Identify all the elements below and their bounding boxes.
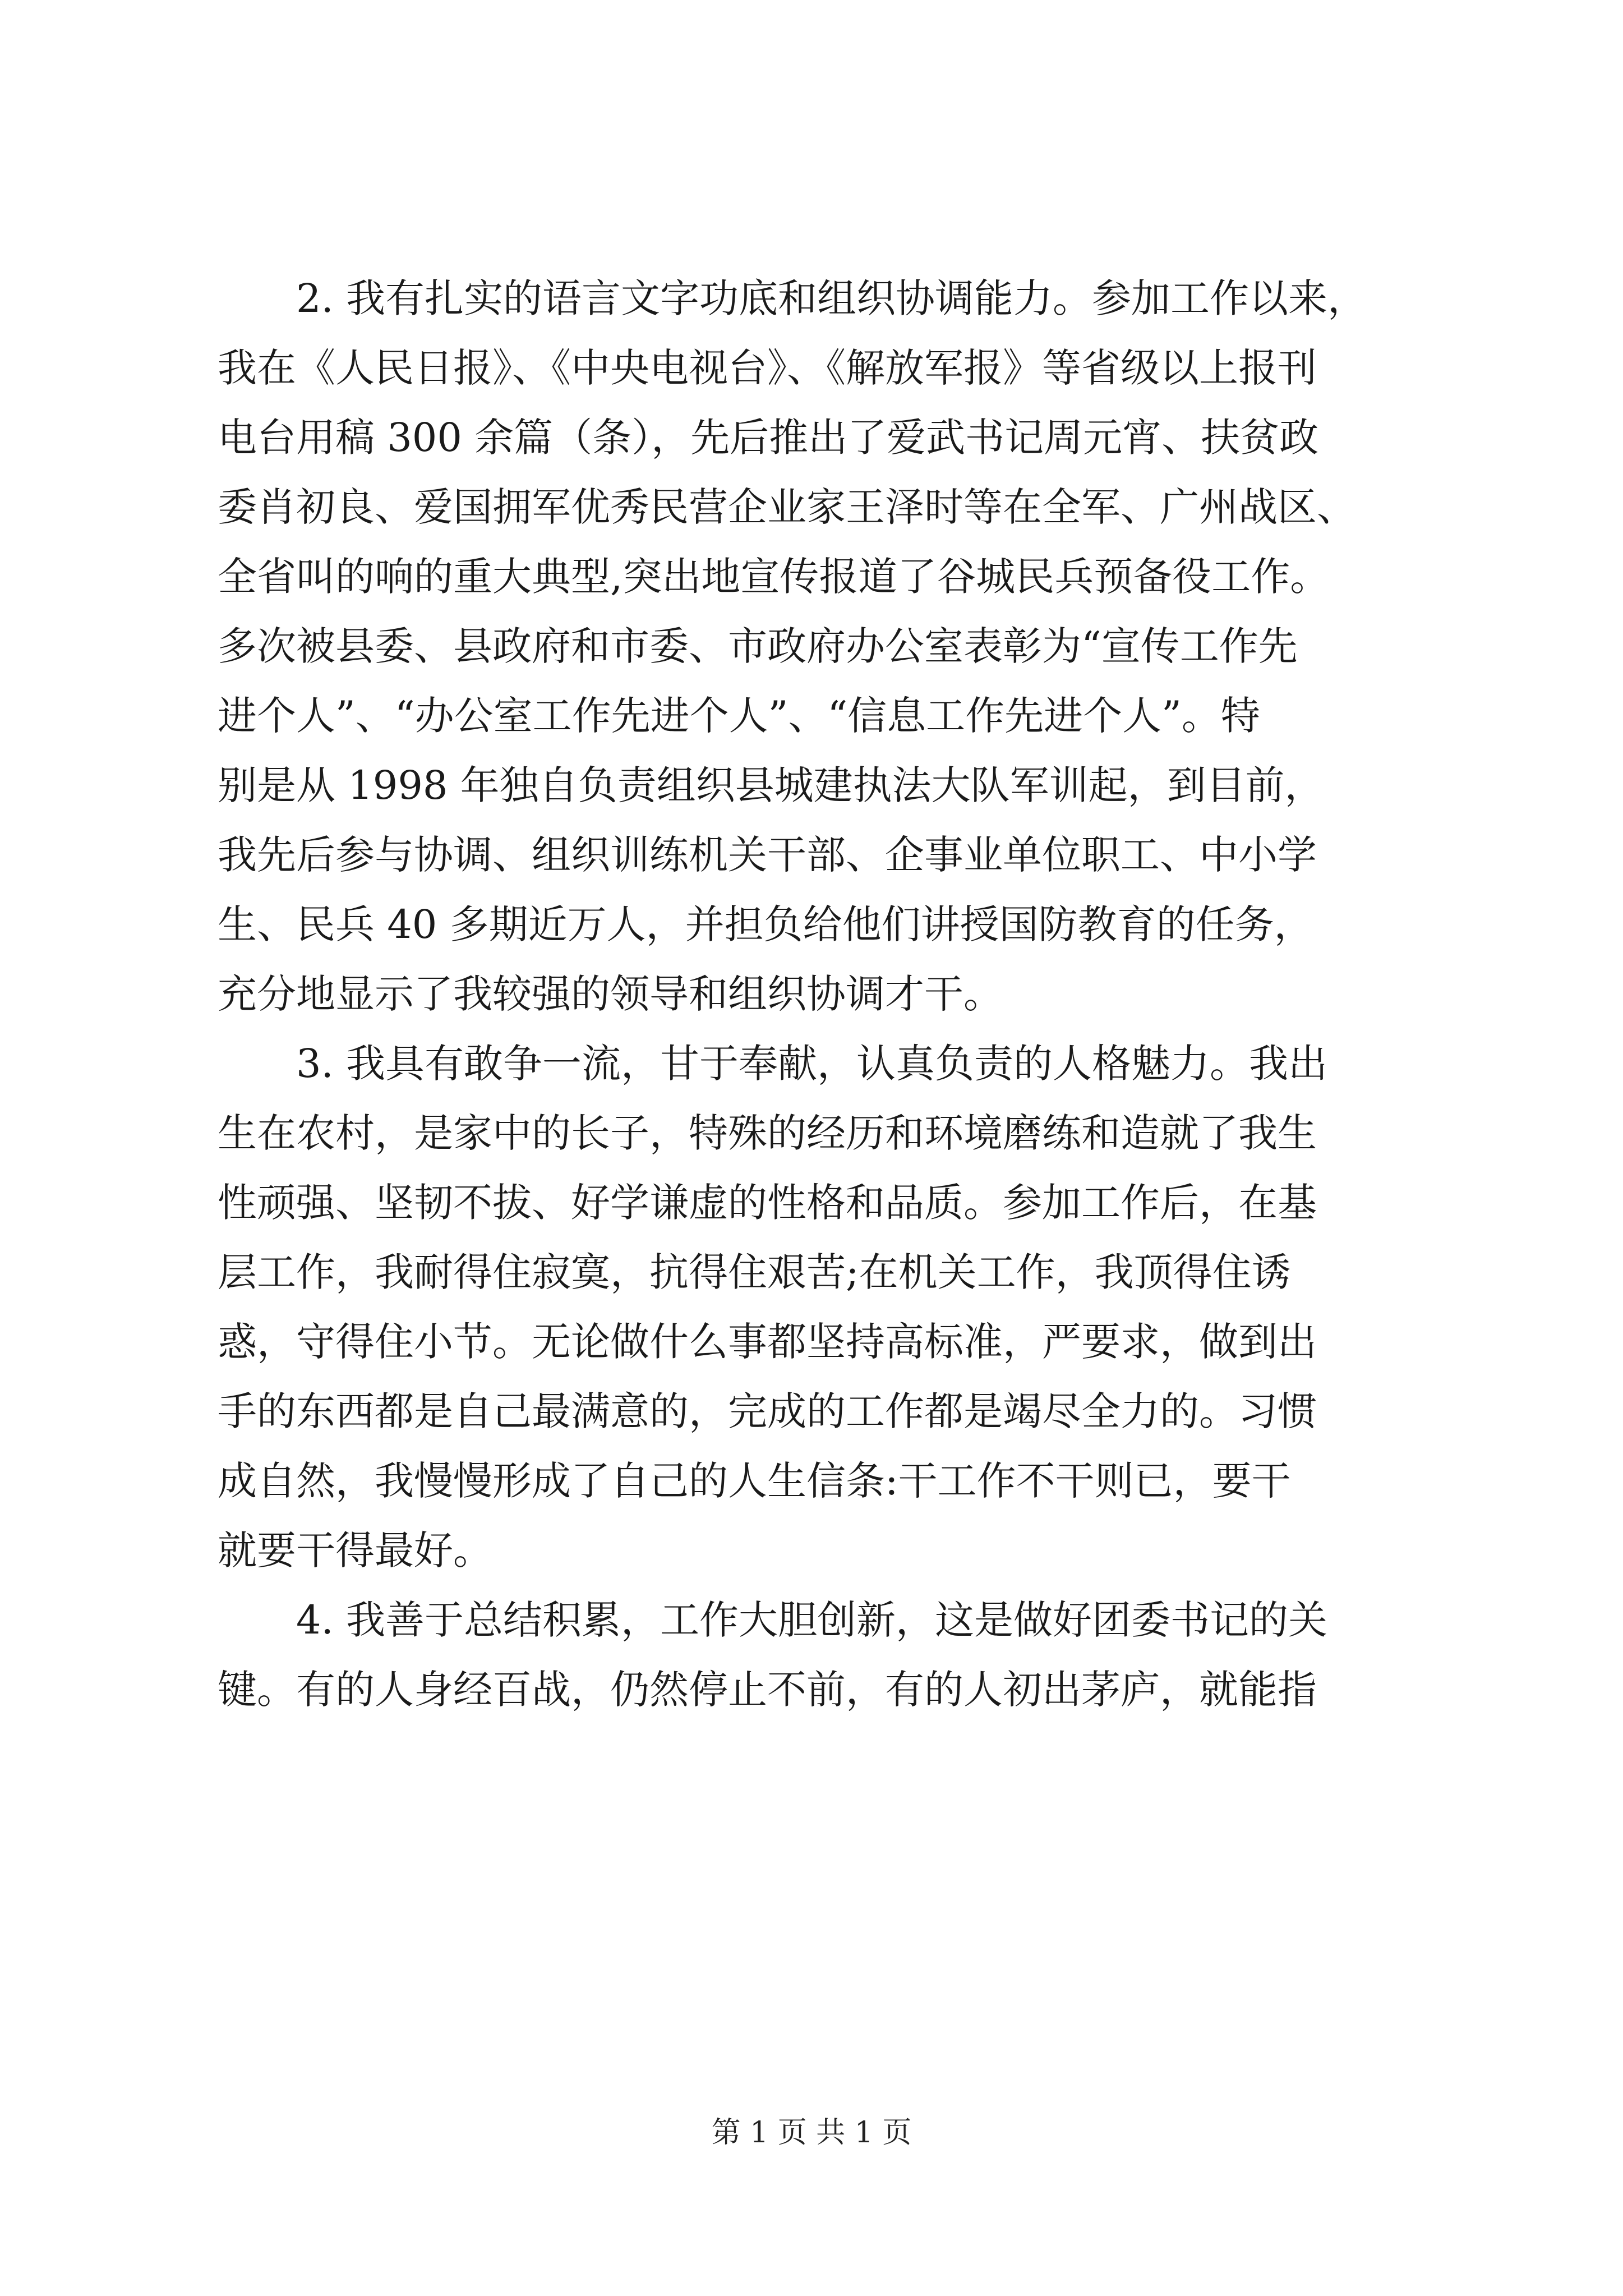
paragraph-3-line: 性顽强、坚韧不拔、好学谦虚的性格和品质。参加工作后，在基 bbox=[218, 1180, 1317, 1226]
paragraph-3-line: 生在农村，是家中的长子，特殊的经历和环境磨练和造就了我生 bbox=[218, 1110, 1317, 1156]
paragraph-2-line: 生、民兵 40 多期近万人，并担负给他们讲授国防教育的任务， bbox=[218, 901, 1313, 947]
paragraph-2-line: 别是从 1998 年独自负责组织县城建执法大队军训起，到目前， bbox=[218, 762, 1324, 808]
paragraph-2-line: 2. 我有扎实的语言文字功底和组织协调能力。参加工作以来， bbox=[296, 275, 1367, 321]
paragraph-3-line: 成自然，我慢慢形成了自己的人生信条:干工作不干则已，要干 bbox=[218, 1458, 1291, 1504]
paragraph-4-line: 4. 我善于总结积累，工作大胆创新，这是做好团委书记的关 bbox=[296, 1597, 1328, 1643]
paragraph-3-line: 就要干得最好。 bbox=[218, 1527, 492, 1573]
paragraph-2-line: 我先后参与协调、组织训练机关干部、企事业单位职工、中小学 bbox=[218, 832, 1317, 878]
paragraph-3-line: 层工作，我耐得住寂寞，抗得住艰苦;在机关工作，我顶得住诱 bbox=[218, 1249, 1291, 1295]
paragraph-2-line: 全省叫的响的重大典型,突出地宣传报道了谷城民兵预备役工作。 bbox=[218, 554, 1330, 600]
paragraph-3-line: 惑，守得住小节。无论做什么事都坚持高标准，严要求，做到出 bbox=[218, 1319, 1317, 1365]
paragraph-2-line: 电台用稿 300 余篇（条），先后推出了爱武书记周元宵、扶贫政 bbox=[218, 415, 1319, 461]
page-number-footer: 第 1 页 共 1 页 bbox=[711, 2116, 912, 2150]
document-body bbox=[218, 264, 1451, 1724]
paragraph-4-line: 键。有的人身经百战，仍然停止不前，有的人初出茅庐，就能指 bbox=[218, 1667, 1317, 1713]
paragraph-3-line: 3. 我具有敢争一流，甘于奉献，认真负责的人格魅力。我出 bbox=[296, 1041, 1328, 1087]
paragraph-2-line: 委肖初良、爱国拥军优秀民营企业家王泽时等在全军、广州战区、 bbox=[218, 484, 1356, 530]
paragraph-2-line: 进个人”、“办公室工作先进个人”、“信息工作先进个人”。特 bbox=[218, 693, 1260, 739]
paragraph-3-line: 手的东西都是自己最满意的，完成的工作都是竭尽全力的。习惯 bbox=[218, 1388, 1317, 1434]
paragraph-2-line: 多次被县委、县政府和市委、市政府办公室表彰为“宣传工作先 bbox=[218, 623, 1298, 669]
paragraph-2-line: 我在《人民日报》、《中央电视台》、《解放军报》等省级以上报刊 bbox=[218, 345, 1317, 391]
paragraph-2-line: 充分地显示了我较强的领导和组织协调才干。 bbox=[218, 971, 1003, 1017]
